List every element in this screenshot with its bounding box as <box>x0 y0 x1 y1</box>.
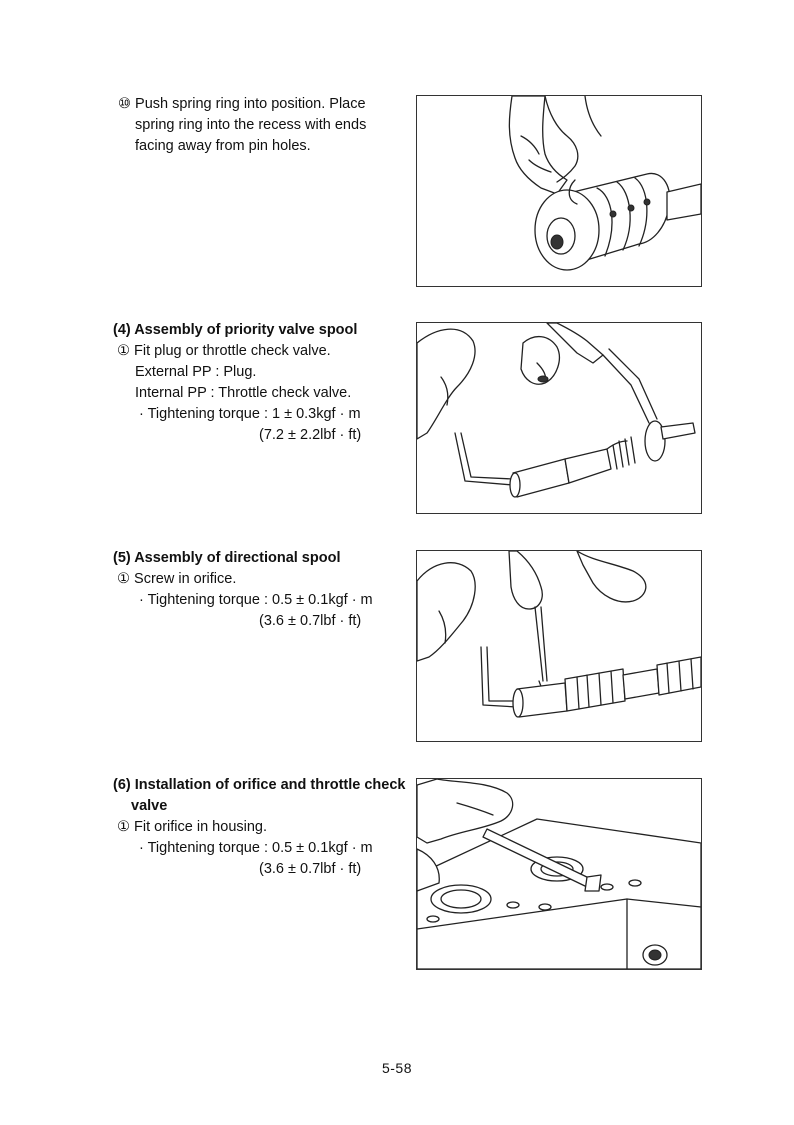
section-4-torque: · Tightening torque : 1 ± 0.3kgf · m <box>139 406 361 422</box>
section-4-heading: (4) Assembly of priority valve spool <box>113 322 358 338</box>
section-4-step-1: ① Fit plug or throttle check valve. <box>117 343 331 359</box>
spring-ring-illustration <box>417 96 701 286</box>
section-5-torque-alt: (3.6 ± 0.7lbf · ft) <box>259 613 362 629</box>
figure-directional-spool <box>416 550 702 742</box>
orifice-housing-illustration <box>417 779 701 969</box>
section-6-heading-line-2: valve <box>131 798 168 814</box>
figure-orifice-housing <box>416 778 702 970</box>
section-6-step-1: ① Fit orifice in housing. <box>117 819 268 835</box>
section-6-torque-alt: (3.6 ± 0.7lbf · ft) <box>259 861 362 877</box>
step-10-line-2: spring ring into the recess with ends <box>135 117 367 133</box>
section-5-text <box>113 548 373 632</box>
section-5-step-1: ① Screw in orifice. <box>117 571 237 587</box>
figure-spring-ring <box>416 95 702 287</box>
section-4-internal-pp: Internal PP : Throttle check valve. <box>135 385 352 401</box>
section-6-heading-line-1: (6) Installation of orifice and throttle check <box>113 777 406 793</box>
section-6-torque: · Tightening torque : 0.5 ± 0.1kgf · m <box>139 840 373 856</box>
section-4-text <box>113 320 361 446</box>
page-number: 5-58 <box>381 1060 413 1076</box>
section-4-torque-alt: (7.2 ± 2.2lbf · ft) <box>259 427 362 443</box>
section-5-heading: (5) Assembly of directional spool <box>113 550 341 566</box>
figure-priority-valve-spool <box>416 322 702 514</box>
priority-valve-illustration <box>417 323 701 513</box>
directional-spool-illustration <box>417 551 701 741</box>
section-5-torque: · Tightening torque : 0.5 ± 0.1kgf · m <box>139 592 373 608</box>
step-10-line-3: facing away from pin holes. <box>135 138 311 154</box>
section-4-external-pp: External PP : Plug. <box>135 364 257 380</box>
step-10-line-1: ⑩ Push spring ring into position. Place <box>118 96 366 112</box>
section-6-text <box>113 775 405 880</box>
step-10-text <box>118 94 366 157</box>
